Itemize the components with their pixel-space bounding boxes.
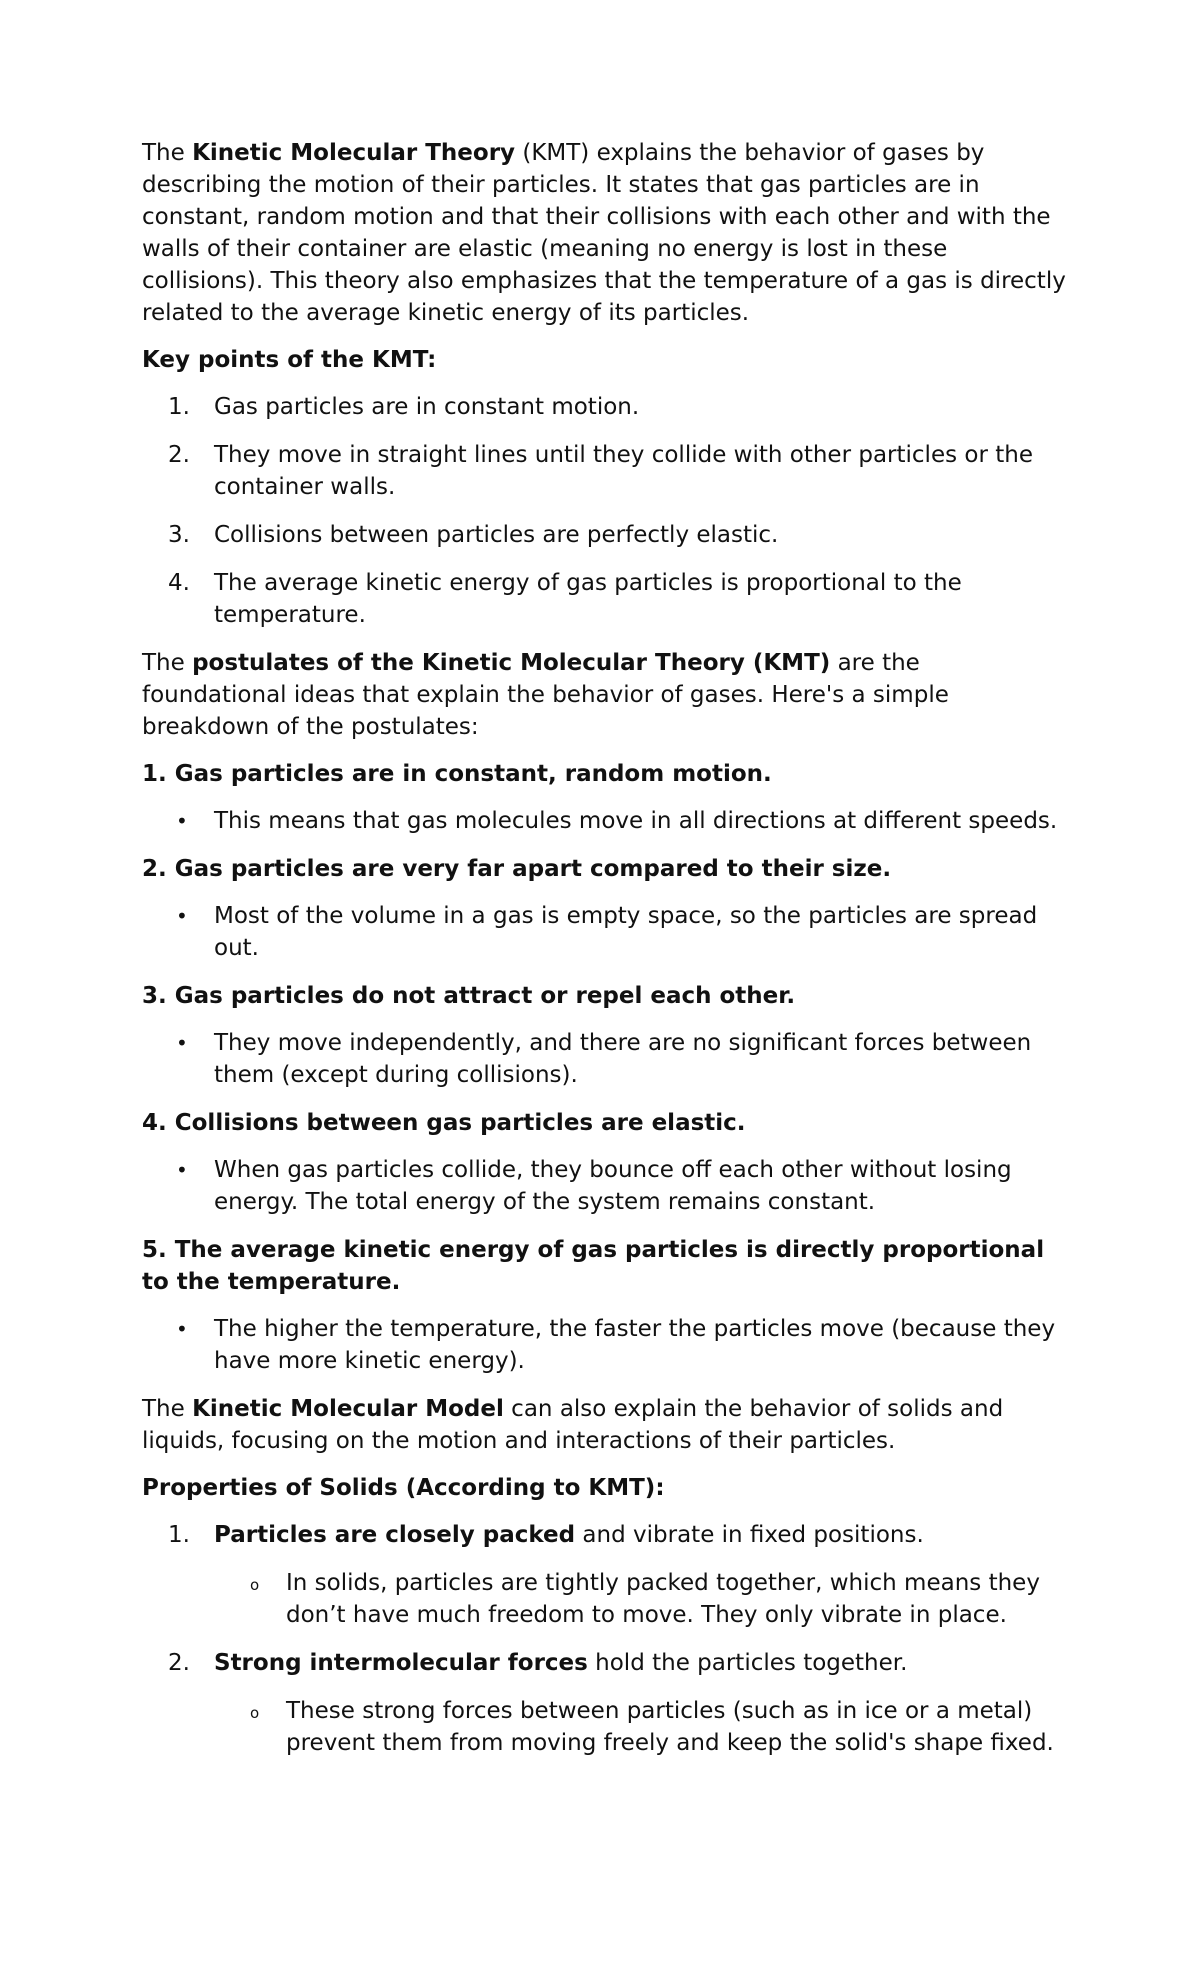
bullet-icon: • [176, 904, 188, 928]
bullet-icon: • [176, 1031, 188, 1055]
solids-list [142, 1519, 1070, 1759]
bullet-text: They move independently, and there are no significant forces between them (except during collisions). [214, 1030, 1032, 1088]
postulate-heading: 5. The average kinetic energy of gas particles is directly proportional to the temperature. [142, 1237, 1045, 1295]
list-item [142, 1519, 1070, 1631]
list-item [142, 519, 1070, 551]
model-intro-start: The [142, 1396, 193, 1422]
bullet-item [142, 1313, 1070, 1377]
solids-property-text: hold the particles together. [587, 1650, 908, 1676]
postulate-bullets [142, 1154, 1070, 1218]
list-number: 4. [168, 570, 190, 596]
bullet-icon: • [176, 809, 188, 833]
list-item-text: The average kinetic energy of gas particles is proportional to the temperature. [214, 570, 962, 628]
sub-list-item [214, 1695, 1070, 1759]
list-number: 3. [168, 522, 190, 548]
sub-list-item [214, 1567, 1070, 1631]
sub-list-text: These strong forces between particles (such as in ice or a metal) prevent them from moving freely and keep the solid's shape fixed. [286, 1698, 1054, 1756]
postulate-heading: 1. Gas particles are in constant, random motion. [142, 761, 772, 787]
bullet-text: When gas particles collide, they bounce off each other without losing energy. The total energy of the system remains constant. [214, 1157, 1012, 1215]
solids-property-term: Particles are closely packed [214, 1522, 576, 1548]
solids-sub-list [214, 1695, 1070, 1759]
sub-list-text: In solids, particles are tightly packed together, which means they don’t have much freedom to move. They only vibrate in place. [286, 1570, 1040, 1628]
list-number: 2. [168, 442, 190, 468]
solids-sub-list [214, 1567, 1070, 1631]
bullet-item [142, 805, 1070, 837]
model-intro-paragraph [142, 1393, 1070, 1457]
key-points-list [142, 391, 1070, 631]
solids-property-text: and vibrate in fixed positions. [575, 1522, 924, 1548]
circle-bullet-icon: o [250, 1576, 260, 1594]
intro-kmt-term: Kinetic Molecular Theory [192, 140, 516, 166]
list-number: 1. [168, 1522, 190, 1548]
list-item [142, 1647, 1070, 1759]
postulates-intro-start: The [142, 650, 193, 676]
list-item [142, 439, 1070, 503]
list-item [142, 567, 1070, 631]
postulate-bullets [142, 900, 1070, 964]
postulate-bullets [142, 1027, 1070, 1091]
bullet-text: This means that gas molecules move in all directions at different speeds. [214, 808, 1058, 834]
list-item [142, 391, 1070, 423]
list-item-text: Collisions between particles are perfectly elastic. [214, 522, 779, 548]
bullet-text: The higher the temperature, the faster the particles move (because they have more kinetic energy). [214, 1316, 1056, 1374]
list-item-text: Gas particles are in constant motion. [214, 394, 640, 420]
circle-bullet-icon: o [250, 1704, 260, 1722]
model-intro-rest: can also explain the behavior of solids and liquids, focusing on the motion and interactions of their particles. [142, 1396, 1004, 1454]
list-number: 2. [168, 1650, 190, 1676]
bullet-item [142, 1027, 1070, 1091]
bullet-text: Most of the volume in a gas is empty space, so the particles are spread out. [214, 903, 1038, 961]
list-number: 1. [168, 394, 190, 420]
intro-text-start: The [142, 140, 193, 166]
postulate-heading: 4. Collisions between gas particles are elastic. [142, 1110, 746, 1136]
postulates-intro-paragraph [142, 647, 1070, 743]
postulate-bullets [142, 805, 1070, 837]
postulate-heading: 2. Gas particles are very far apart compared to their size. [142, 856, 892, 882]
key-points-heading: Key points of the KMT: [142, 347, 437, 373]
intro-paragraph [142, 137, 1070, 329]
bullet-icon: • [176, 1158, 188, 1182]
postulate-heading: 3. Gas particles do not attract or repel each other. [142, 983, 796, 1009]
postulates-term: postulates of the Kinetic Molecular Theory (KMT) [192, 650, 831, 676]
list-item-text: They move in straight lines until they collide with other particles or the container walls. [214, 442, 1033, 500]
postulate-bullets [142, 1313, 1070, 1377]
postulates-intro-rest: are the foundational ideas that explain the behavior of gases. Here's a simple breakdown of the postulates: [142, 650, 949, 740]
bullet-item [142, 1154, 1070, 1218]
intro-text-rest: (KMT) explains the behavior of gases by describing the motion of their particles. It states that gas particles are in constant, random motion and that their collisions with each other and with the walls of their container are elastic (meaning no energy is lost in these collisions). This theory also emphasizes that the temperature of a gas is directly related to the average kinetic energy of its particles. [142, 140, 1066, 326]
solids-property-term: Strong intermolecular forces [214, 1650, 588, 1676]
bullet-icon: • [176, 1317, 188, 1341]
model-term: Kinetic Molecular Model [192, 1396, 504, 1422]
solids-heading: Properties of Solids (According to KMT): [142, 1475, 665, 1501]
bullet-item [142, 900, 1070, 964]
